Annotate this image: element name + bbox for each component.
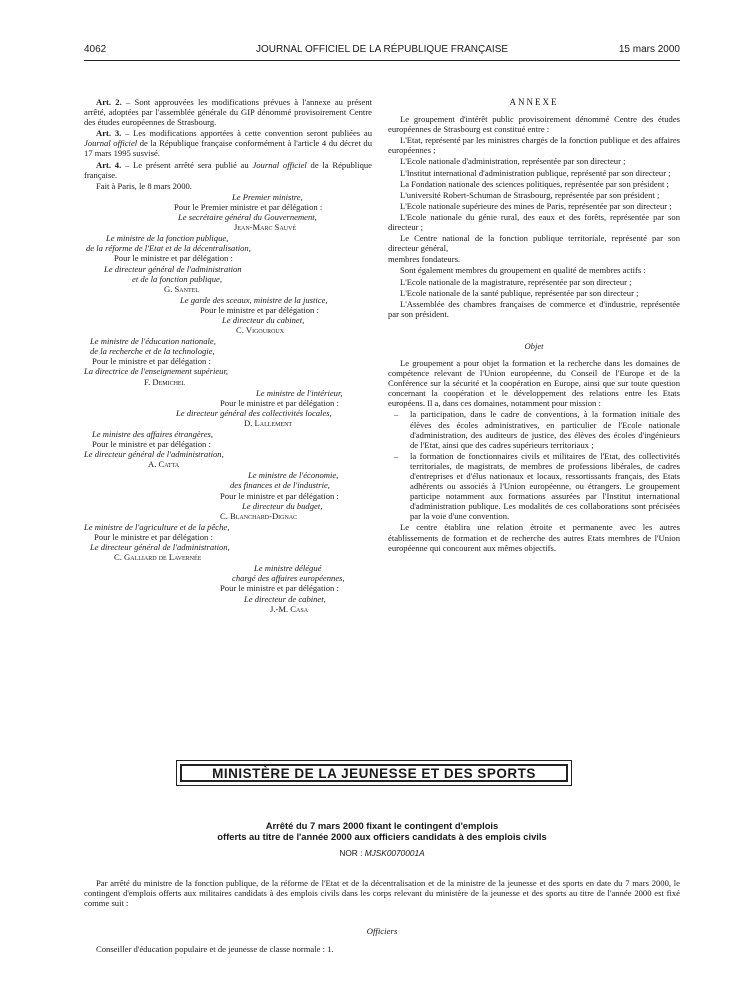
signature-affaires-europeennes: Le ministre délégué chargé des affaires européennes, Pour le ministre et par délégation : Le directeur de cabinet, J.-M. Casa [220, 563, 345, 614]
signature-premier-ministre: Le Premier ministre, Pour le Premier ministre et par délégation : Le secrétaire général du Gouvernement, Jean-Marc Sauvé [174, 191, 323, 233]
article-3: Art. 3. – Les modifications apportées à cette convention seront publiées au Journal officiel de la République française conformément à l'article 4 du décret du 17 mars 1995 susvisé. [84, 128, 373, 159]
signature-economie: Le ministre de l'économie, des finances et de l'industrie, Pour le ministre et par délégation : Le directeur du budget, C. Blanchard-Dignac [220, 470, 339, 521]
arrete-title-line-1: Arrêté du 7 mars 2000 fixant le contingent d'emplois [265, 820, 499, 831]
fait-a-paris: Fait à Paris, le 8 mars 2000. [96, 180, 192, 191]
header-rule [84, 60, 680, 61]
officiers-heading: Officiers [366, 926, 398, 936]
conseiller-line: Conseiller d'éducation populaire et de jeunesse de classe normale : 1. [96, 944, 334, 954]
objet-heading: Objet [524, 340, 544, 351]
objet-close: Le centre établira une relation étroite et permanente avec les autres établissements de formation et de recherche des autres Etats membres de l'Union européenne qui concourent aux mêmes objectifs. [388, 522, 680, 553]
ministry-title: MINISTÈRE DE LA JEUNESSE ET DES SPORTS [180, 764, 568, 782]
dash-marker: – [394, 450, 399, 461]
signature-fonction-publique: Le ministre de la fonction publique, de la réforme de l'Etat et de la décentralisation, Pour le ministre et par délégation : Le directeur général de l'administration et de la fonction publique, G. Santel [86, 233, 251, 294]
annexe-heading: ANNEXE [509, 97, 559, 107]
membres-para: Sont également membres du groupement en qualité de membres actifs : [400, 265, 646, 276]
annexe-para: L'Institut international d'administration publique, représenté par son directeur ; [400, 167, 671, 178]
list-item: – la formation de fonctionnaires civils et militaires de l'Etat, des collectivités territoriales, de magistrats, de membres de professions libérales, de cadres d'entreprises et d'élus nationaux et locaux, ressortissants français, des Etats adhérents ou associés à l'Union européenne, ou étrangers. Le groupement participe notamment aux formations assurées par l'Institut international d'administration publique. Les modalités de ces collaborations sont précisées par la voie d'une convention. [394, 450, 680, 522]
arrete-body: Par arrêté du ministre de la fonction publique, de la réforme de l'Etat et de la décentralisation et de la ministre de la jeunesse et des sports en date du 7 mars 2000, le contingent d'emplois offerts aux militaires candidats à des emplois civils dans les corps relevant du ministère de la jeunesse et des sports au titre de l'année 2000 est fixé comme suit : [84, 878, 680, 909]
annexe-para: L'Ecole nationale du génie rural, des eaux et des forêts, représentée par son directeur ; [388, 211, 680, 233]
annexe-para: L'université Robert-Schuman de Strasbourg, représentée par son président ; [400, 189, 660, 200]
list-item: – la participation, dans le cadre de conventions, à la formation initiale des élèves des écoles administratives, en particulier de l'Ecole nationale d'administration, des auditeurs de justice, des élèves des écoles d'ingénieurs de l'Etat, ainsi que des cadres supérieurs territoriaux ; [394, 409, 680, 450]
membres-para: L'Ecole nationale de la magistrature, représentée par son directeur ; [400, 276, 632, 287]
page-number: 4062 [84, 44, 107, 55]
annexe-para: La Fondation nationale des sciences politiques, représentée par son président ; [400, 178, 669, 189]
signature-education: Le ministre de l'éducation nationale, de la recherche et de la technologie, Pour le ministre et par délégation : La directrice de l'enseignement supérieur, F. Demichel [84, 336, 228, 387]
annexe-para: Le groupement d'intérêt public provisoirement dénommé Centre des études européennes de Strasbourg est constitué entre : [388, 114, 680, 135]
objet-intro: Le groupement a pour objet la formation et la recherche dans les domaines de compétence relevant de l'Union européenne, du Conseil de l'Europe et de la Conférence sur la sécurité et la coopération en Europe, ainsi que sur toute question concernant la coopération et le développement des relations entre les Etats européens. Il a, dans ces domaines, notamment pour mission : [388, 357, 680, 409]
signature-agriculture: Le ministre de l'agriculture et de la pêche, Pour le ministre et par délégation : Le directeur général de l'administration, C. Galliard de Lavernée [84, 521, 230, 563]
annexe-para: L'Etat, représenté par les ministres chargés de la fonction publique et des affaires européennes ; [388, 135, 680, 156]
journal-title: JOURNAL OFFICIEL DE LA RÉPUBLIQUE FRANÇAISE [255, 44, 509, 55]
article-4: Art. 4. – Le présent arrêté sera publié au Journal officiel de la République française. [84, 159, 372, 180]
dash-marker: – [394, 409, 399, 420]
signature-interieur: Le ministre de l'intérieur, Pour le ministre et par délégation : Le directeur général des collectivités locales, D. Lallement [176, 387, 343, 428]
annexe-para: L'Ecole nationale supérieure des mines de Paris, représentée par son directeur ; [400, 200, 672, 211]
right-column [388, 97, 680, 554]
membres-fondateurs: membres fondateurs. [388, 254, 461, 265]
signature-justice: Le garde des sceaux, ministre de la justice, Pour le ministre et par délégation : Le directeur du cabinet, C. Vigouroux [180, 294, 328, 336]
nor-reference: NOR : MJSK0070001A [339, 848, 425, 858]
page-header [84, 44, 680, 58]
arrete-title-line-2: offerts au titre de l'année 2000 aux officiers candidats à des emplois civils [217, 831, 547, 842]
issue-date: 15 mars 2000 [618, 44, 680, 55]
membres-para: L'Ecole nationale de la santé publique, représentée par son directeur ; [400, 287, 639, 298]
ministry-title-box [176, 760, 572, 786]
annexe-para: Le Centre national de la fonction publique territoriale, représenté par son directeur général, [388, 233, 680, 254]
article-2: Art. 2. – Sont approuvées les modifications prévues à l'annexe au présent arrêté, adoptées par l'assemblée générale du GIP dénommé provisoirement Centre des études européennes de Strasbourg. [84, 97, 373, 128]
membres-para: L'Assemblée des chambres françaises de commerce et d'industrie, représentée par son président. [388, 298, 680, 319]
signature-affaires-etrangeres: Le ministre des affaires étrangères, Pour le ministre et par délégation : Le directeur général de l'administration, A. Catta [84, 429, 224, 470]
left-column [84, 97, 372, 615]
annexe-para: L'Ecole nationale d'administration, représentée par son directeur ; [400, 156, 626, 167]
objet-list [388, 409, 680, 521]
